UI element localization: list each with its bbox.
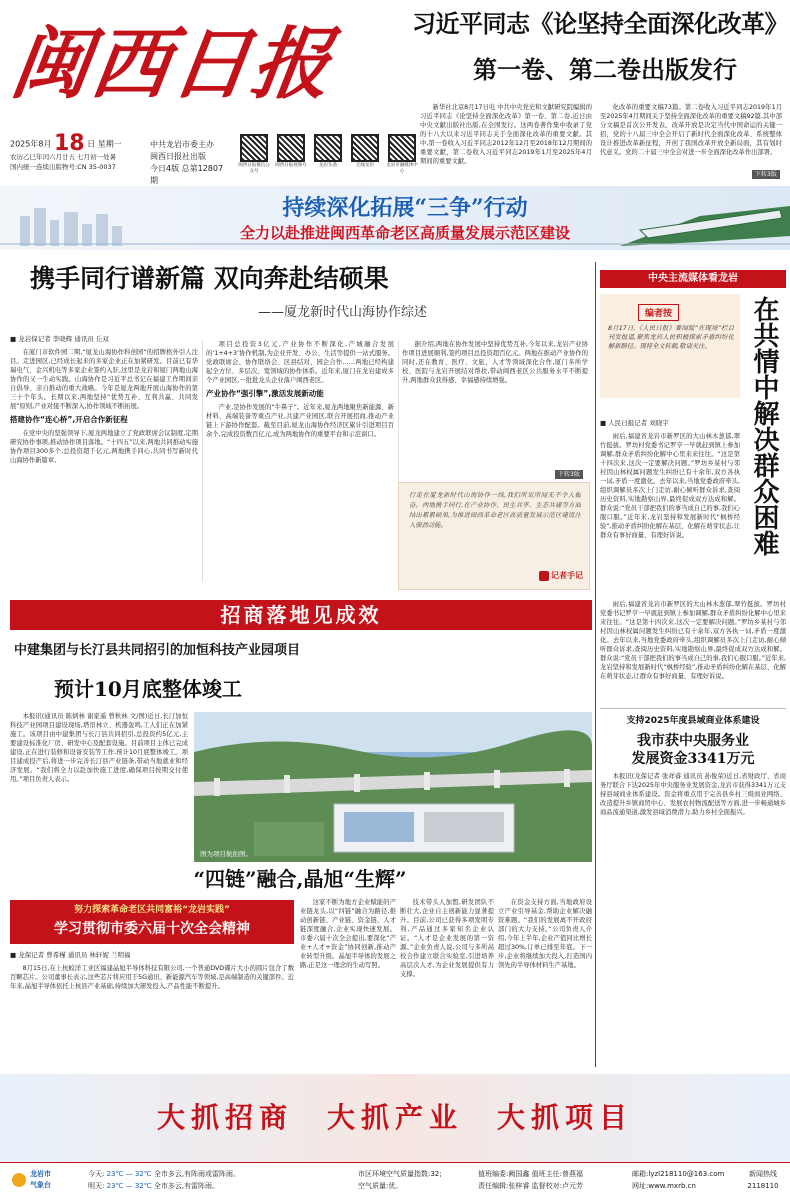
feature-subtitle: ——厦龙新时代山海协作综述 <box>258 305 428 320</box>
org-publisher: 闽西日报社出版 <box>150 152 206 161</box>
feature-col-3: 据介绍,两地在协作发展中坚持优势互补,今年以来,龙岩产业协作项目进展顺利,签约项目总投资超百亿元。两地在推动产业协作的同时,还在教育、医疗、文旅、人才等领域深化合作,厦门多所学校、医院与龙岩开展结对帮扶,带动闽西老区公共服务水平不断提升,两地群众获得感、幸福感持续增强。 <box>402 341 588 384</box>
email[interactable]: 邮箱:lyzl218110@163.com <box>632 1170 725 1178</box>
qr-code-label: 无线龙岩 <box>356 163 374 168</box>
air-quality: 空气质量:优。 <box>358 1182 403 1190</box>
qr-code-row <box>238 134 418 182</box>
lead-continue-tag: 下转3版 <box>752 170 780 179</box>
lead-headline-2: 第一卷、第二卷出版发行 <box>473 55 737 84</box>
invest-banner: 招商落地见成效 <box>10 600 592 630</box>
chain-col-4: 在资金支持方面,当地政府设立产业引导基金,帮助企业解决融资难题。“我们的发展离不开政府部门的大力支持。”公司负责人介绍,今年上半年,企业产值同比增长超过30%,订单已排至年底。下一步,企业将继续加大投入,打造国内领先的半导体材料生产基地。 <box>498 899 592 969</box>
sidebar-body: 雨后,福建省龙岩市新罗区的大山林木葱郁,翠竹挺拔。罗坊村党委书记罗亨一早就赶到镇上参加调解,群众矛盾纠纷化解中心里来来往往。“这是第十四次来,这次一定要解决问题。”罗坊乡某村与邻村因山林权属问题发生纠纷已有十余年,双方各执一词,矛盾一度激化。去年以来,当地党委政府牵头,组织调解员多次上门走访,耐心倾听群众诉求,查阅历史资料,实地勘察山界,最终促成双方达成和解。群众说:“党员干部把我们的事当成自己的事,我们心服口服。”近年来,龙岩坚持和发展新时代“枫桥经验”,推动矛盾纠纷化解在基层、化解在萌芽状态,让群众有事好商量、有理好诉说。 <box>600 433 740 539</box>
qr-code-icon <box>240 134 268 162</box>
weather-city: 龙岩市 <box>30 1170 51 1178</box>
feature-col-2: 项目总投资3亿元,产业协作不断深化,产城融合发展的‘1+4+3’协作机制,为企业开发、办公、生活等提供一站式服务。党政联席会、协作联络会、区县结对、园企合作……两地已经构建起全方位、多层次、宽领域的协作体系。近年来,厦门在龙岩建成多个产业园区,一批批龙头企业落户闽西老区。 产业协作“强引擎”,激活发展新动能 产业,是协作发展的“牛鼻子”。近年来,厦龙两地聚焦新能源、新材料、高端装备等重点产业,共建产业园区,联合开展招商,推动产业链上下游协作配套。截至目前,厦龙山海协作经济区累计引进项目百余个,完成投资数百亿元,成为两地协作的重要平台和示范窗口。 <box>206 341 394 438</box>
chain-title: “四链”融合,晶旭“生辉” <box>193 867 407 891</box>
qr-code-label: 龙岩市融媒体中心 <box>386 163 418 174</box>
lead-body-col1: 新华社北京8月17日电 中共中央党史和文献研究院编辑的习近平同志《论坚持全面深化改革》第一卷、第二卷,近日由中央文献出版社出版,在全国发行。这两卷著作集中收录了党的十八大以来习近平同志关于全面深化改革的重要文献。其中,第一卷收入习近平同志2012年12月至2018年12月期间的重要文献，第二卷收入习近平同志2019年1月至2025年4月期间的重要文献。 <box>420 104 592 165</box>
qr-code-item[interactable] <box>238 134 270 175</box>
feature-title: 携手同行谱新篇 双向奔赴结硕果 <box>30 264 389 293</box>
sidebar-byline: ■ 人民日报记者 刘晓宇 <box>600 419 669 427</box>
invest-body: 本报讯(通讯员 陈炳林 谢家遥 曾秋林 文/图)近日,长汀加恒科技产业园项目建设现场,塔吊林立、机器轰鸣,工人们正在加紧施工。该项目由中建集团与长汀县共同招引,总投资约5亿元,主要建设标准化厂房、研发中心及配套设施。目前项目主体已完成建设,正在进行装修和设备安装等工作,预计10月底整体竣工。项目建成投产后,将进一步完善长汀县产业链条,带动当地就业和经济发展。“我们将全力以赴加快施工进度,确保项目按期交付使用。”项目负责人表示。 <box>10 713 188 783</box>
qr-code-item[interactable] <box>275 134 307 175</box>
masthead-date <box>10 131 150 181</box>
date-month: 8月 <box>38 139 52 149</box>
invest-photo <box>194 712 592 862</box>
logo-text: 闽西日报 <box>5 19 339 110</box>
qr-code-icon <box>277 134 305 162</box>
chain-kicker-box: 努力探索革命老区共同富裕“龙岩实践” 学习贯彻市委六届十次全会精神 <box>10 900 294 944</box>
feature-continue-tag: 下转3版 <box>555 470 583 479</box>
feature-quote-text: 行走在厦龙新时代山海协作一线,我们所见所闻无不令人振奋。两地携手同行,在产业协作、民生共享、生态共建等方面结出累累硕果,为推进闽西革命老区高质量发展示范区建设注入强劲动能。 <box>409 492 581 529</box>
chain-col-1: 8月15日,在上杭蛟洋工业区福建晶旭半导体科技有限公司,一个普通DVD碟片大小的圆片包含了数百颗芯片。公司董事长表示,这些芯片将应用于5G通讯、新能源汽车等领域,是高端制造的关键部件。近年来,晶旭半导体依托上杭县产业基础,持续加大研发投入,产品性能不断提升。 <box>10 965 294 990</box>
qr-code-label: 龙岩头条 <box>319 163 337 168</box>
qr-code-label: 闽西日报微信公众号 <box>238 163 270 174</box>
sidebar-vertical-title: 在共情中解决群众困难 <box>749 296 779 556</box>
invest-title-1: 中建集团与长汀县共同招引的加恒科技产业园项目 <box>14 643 301 658</box>
tomorrow-temp: 23℃ — 32℃ <box>106 1182 152 1190</box>
photo-caption: 图为项目航拍图。 <box>200 850 252 858</box>
bottom-banner-slogan: 大抓招商 <box>156 1101 293 1134</box>
banner-line-1: 持续深化拓展“三争”行动 <box>282 195 528 221</box>
lunar-date: 农历乙巳年闰六月廿五 七月初一处暑 <box>10 152 117 161</box>
bottom-banner-slogan: 大抓项目 <box>497 1101 634 1134</box>
bottom-banner-slogan: 大抓产业 <box>326 1101 463 1134</box>
bottom-banner <box>0 1074 790 1162</box>
today-temp: 23℃ — 32℃ <box>106 1170 152 1178</box>
sidebar-body-cont: 雨后,福建省龙岩市新罗区的大山林木葱郁,翠竹挺拔。罗坊村党委书记罗亨一早就赶到镇上参加调解,群众矛盾纠纷化解中心里来来往往。“这是第十四次来,这次一定要解决问题。”罗坊乡某村与邻村因山林权属问题发生纠纷已有十余年,双方各执一词,矛盾一度激化。去年以来,当地党委政府牵头,组织调解员多次上门走访,耐心倾听群众诉求,查阅历史资料,实地勘察山界,最终促成双方达成和解。群众说:“党员干部把我们的事当成自己的事,我们心服口服。”近年来,龙岩坚持和发展新时代“枫桥经验”,推动矛盾纠纷化解在基层、化解在萌芽状态,让群众有事好商量、有理好诉说。 <box>600 601 786 680</box>
editors-1: 值班编委:阙国鑫 值班主任:曾燕福 <box>478 1170 583 1178</box>
date-weekday: 日 星期一 <box>87 139 122 149</box>
org-sponsor: 中共龙岩市委主办 <box>150 140 214 149</box>
lead-body-col2: 化改革的重要文稿73篇。第二卷收入习近平同志2019年1月至2025年4月期间关于坚持全面深化改革的重要文稿92篇,其中部分文稿是首次公开发表。改革开放是决定当代中国命运的关键一招，党的十八届三中全会开启了新时代全面深化改革、系统整体设计推进改革新征程，开创了我国改革开放全新局面，其有划时代意义。党的二十届三中全会对进一步全面深化改革作出部署。 <box>600 104 782 156</box>
editors-2: 责任编辑:张梓睿 监督校对:卢元芳 <box>478 1182 583 1190</box>
support-kicker: 支持2025年度县域商业体系建设 <box>626 716 760 726</box>
org-issue: 今日4版 总第12807期 <box>150 164 224 185</box>
qr-code-item[interactable] <box>312 134 344 175</box>
hotline-number: 2118110 <box>747 1182 779 1190</box>
footer: 龙岩市 气象台 今天: 23℃ — 32℃ 全市多云,有阵雨或雷阵雨。 明天: 23℃ — 32℃ 全市多云,有雷阵雨。 市区环境空气质量指数:32; 空气质量:优。 值班编委:阙国鑫 值班主任:曾燕福 责任编辑:张梓睿 监督校对:卢元芳 邮箱:lyzl218110@163.com 网址:www.mxrb.cn 新闻热线 2118110 <box>0 1162 790 1200</box>
sidebar-editor-note: 编者按 8月17日,《人民日报》要闻版“在现场”栏目刊发报道,聚焦龙岩人民积极探索矛盾纠纷化解新路径。现将全文转载,敬请关注。 <box>600 294 740 398</box>
feature-col-1: 在厦门市软件园二期,“厦龙山海协作科创园”的招牌格外引人注目。走进园区,已经成长起来的多家企业正在加紧研发。目前已有华瑞电气、金兴机电等多家企业签约入驻,这里是龙岩和厦门两地山海协作的又一生动实践。山海协作是习近平总书记在福建工作期间亲自倡导、亲自推动的重大战略。今年是厦龙两地开展山海协作的第三十个年头。长期以来,两地坚持“优势互补、互利共赢、共同发展”原则,产业对接不断深入,协作领域不断拓展。 搭建协作“连心桥”,开启合作新征程 在党中央的坚强领导下,厦龙两地建立了党政联席会议制度,定期研究协作事项,推动协作项目落地。“十四五”以来,两地共同推动实施协作项目300多个,总投资超千亿元,两地携手同心,共同书写新时代山海协作新篇章。 <box>10 349 198 464</box>
date-year: 2025年 <box>10 139 39 149</box>
support-headline-2: 发展资金3341万元 <box>631 751 755 767</box>
date-day: 18 <box>54 131 85 156</box>
qr-code-icon <box>351 134 379 162</box>
feature-col1-subhead: 搭建协作“连心桥”,开启合作新征程 <box>10 415 128 424</box>
weather-label: 气象台 <box>30 1181 51 1189</box>
qr-code-label: 闽西日报视频号 <box>275 163 307 168</box>
banner <box>0 186 790 250</box>
cn-number: 国内统一连续出版物号:CN 35-0037 <box>10 162 116 171</box>
qr-code-icon <box>388 134 416 162</box>
banner-line-2: 全力以赴推进闽西革命老区高质量发展示范区建设 <box>239 224 570 242</box>
chain-col-3: 技术带头人加盟,研发团队不断壮大,企业自主创新能力显著提升。目前,公司已获得多项发明专利,产品通过多家知名企业认证。“人才是企业发展的第一资源。”企业负责人说,公司与多所高校合作建立联合实验室,引进培养高层次人才,为企业发展提供有力支撑。 <box>400 899 494 978</box>
sidebar-header: 中央主流媒体看龙岩 <box>600 270 786 288</box>
masthead-org <box>150 139 228 187</box>
hotline-label: 新闻热线 <box>749 1170 777 1178</box>
lead-headline-1: 习近平同志《论坚持全面深化改革》 <box>412 9 788 38</box>
aerial-photo <box>194 712 592 862</box>
editor-tag: 编者按 <box>638 304 679 321</box>
chain-byline: ■ 龙保记者 曾希槿 通讯员 林轩妮 兰明福 <box>10 951 131 959</box>
feature-col2-subhead: 产业协作“强引擎”,激活发展新动能 <box>206 389 324 398</box>
qr-code-item[interactable] <box>349 134 381 175</box>
feature-quote-tag: 记者手记 <box>539 570 583 581</box>
support-body: 本报讯(龙保记者 张祥睿 通讯员 孙俊荣)近日,省财政厅、省商务厅联合下达2025年中央服务业发展资金,龙岩市获得3341万元支持县域商业体系建设。资金将重点用于完善县乡村三级商业网络、改造提升乡镇商贸中心、发展农村物流配送等方面,进一步畅通城乡商品流通渠道,激发县域消费潜力,助力乡村全面振兴。 <box>600 773 786 816</box>
support-headline-1: 我市获中央服务业 <box>637 733 749 749</box>
feature-byline: ■ 龙岩保记者 李晓辉 通讯员 丘双 <box>10 335 109 343</box>
website[interactable]: 网址:www.mxrb.cn <box>632 1182 696 1190</box>
qr-code-icon <box>314 134 342 162</box>
chain-col-2: 这家不断为地方企业赋能的产业链龙头,以“四链”融合为路径,推动创新链、产业链、资金链、人才链深度融合,企业实现快速发展。市委六届十次全会提出,要深化“产业+人才+资金”协同创新,推动产业转型升级。晶旭半导体的发展之路,正是这一理念的生动写照。 <box>300 899 396 969</box>
feature-quote-box <box>398 482 590 590</box>
masthead-logo <box>5 6 342 124</box>
weather-icon <box>12 1173 26 1187</box>
invest-title-2: 预计10月底整体竣工 <box>54 677 242 701</box>
qr-code-item[interactable] <box>386 134 418 175</box>
note-icon <box>539 571 549 581</box>
air-index: 市区环境空气质量指数:32; <box>358 1170 442 1178</box>
